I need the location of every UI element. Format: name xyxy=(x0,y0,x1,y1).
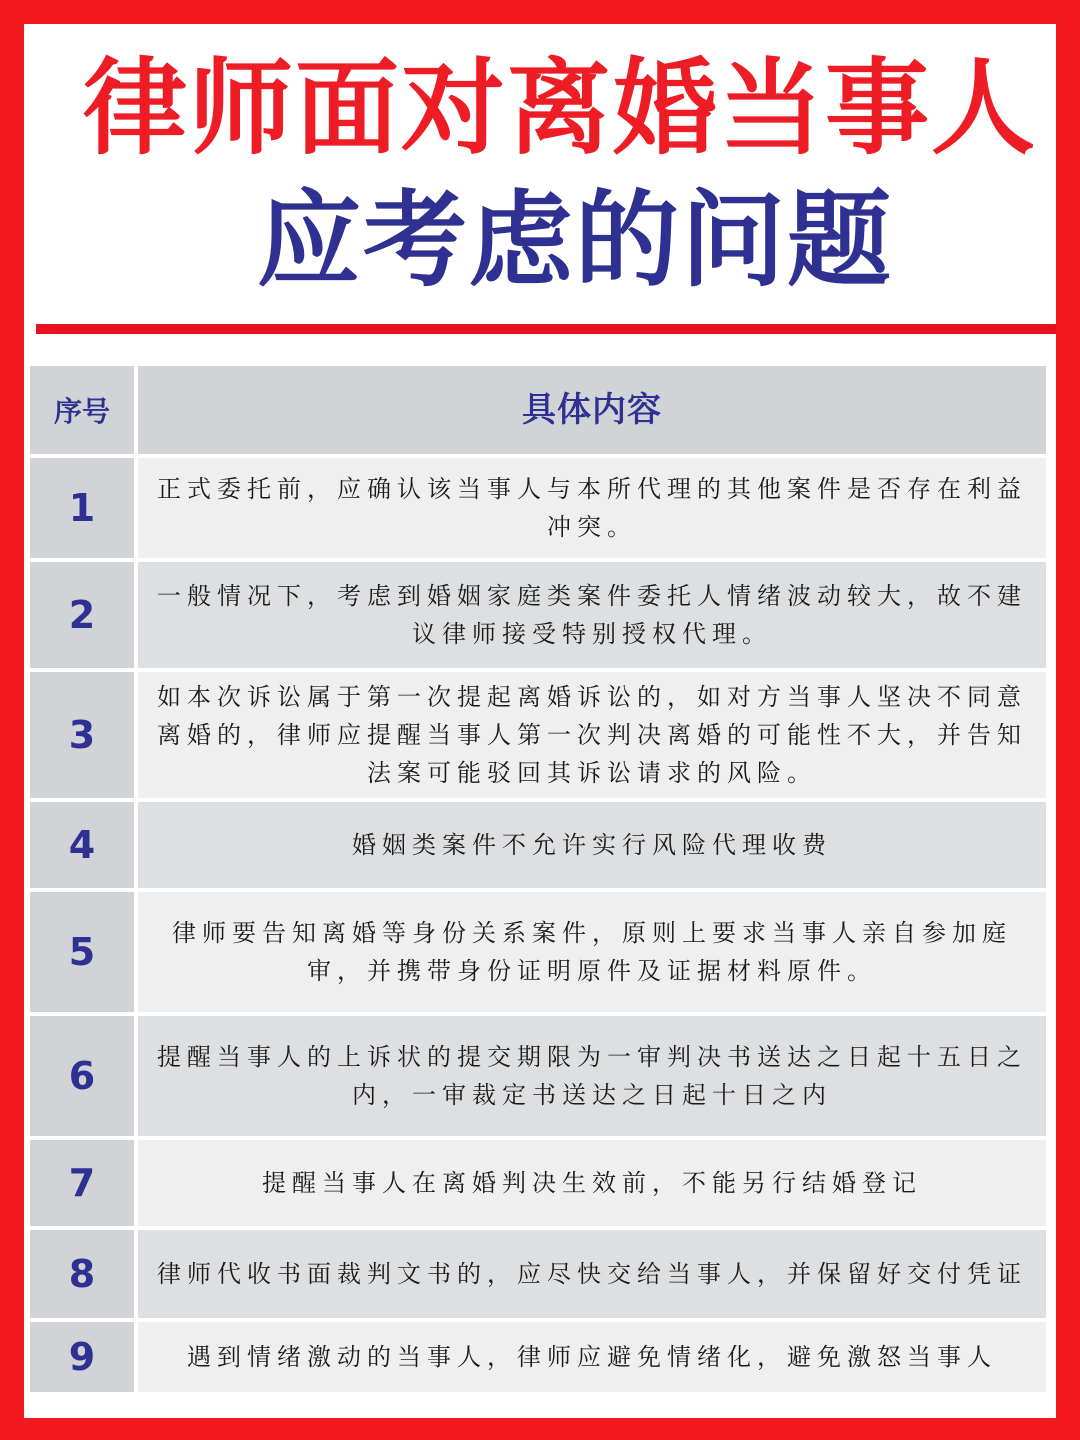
table-row xyxy=(30,1230,1046,1318)
title-line-2: 应考虑的问题 xyxy=(256,179,893,301)
table-row xyxy=(30,1322,1046,1392)
row-text: 一般情况下，考虑到婚姻家庭类案件委托人情绪波动较大，故不建议律师接受特别授权代理。 xyxy=(138,562,1046,668)
table-row xyxy=(30,802,1046,888)
title-line-1: 律师面对离婚当事人 xyxy=(82,47,1037,169)
row-text: 遇到情绪激动的当事人，律师应避免情绪化，避免激怒当事人 xyxy=(138,1322,1046,1392)
table-row xyxy=(30,672,1046,798)
row-index: 8 xyxy=(30,1230,134,1318)
row-text: 正式委托前，应确认该当事人与本所代理的其他案件是否存在利益冲突。 xyxy=(138,458,1046,558)
issues-table xyxy=(30,366,1046,1396)
title-divider xyxy=(36,324,1056,334)
table-header xyxy=(30,366,1046,454)
row-text: 律师代收书面裁判文书的，应尽快交给当事人，并保留好交付凭证 xyxy=(138,1230,1046,1318)
row-index: 3 xyxy=(30,672,134,798)
row-text: 律师要告知离婚等身份关系案件，原则上要求当事人亲自参加庭审，并携带身份证明原件及证据材料原件。 xyxy=(138,892,1046,1012)
header-index: 序号 xyxy=(30,366,134,454)
row-index: 7 xyxy=(30,1140,134,1226)
table-row xyxy=(30,458,1046,558)
row-index: 6 xyxy=(30,1016,134,1136)
row-text: 婚姻类案件不允许实行风险代理收费 xyxy=(138,802,1046,888)
row-text: 如本次诉讼属于第一次提起离婚诉讼的，如对方当事人坚决不同意离婚的，律师应提醒当事人第一次判决离婚的可能性不大，并告知法案可能驳回其诉讼请求的风险。 xyxy=(138,672,1046,798)
header-content: 具体内容 xyxy=(138,366,1046,454)
row-index: 5 xyxy=(30,892,134,1012)
table-row xyxy=(30,1016,1046,1136)
row-text: 提醒当事人的上诉状的提交期限为一审判决书送达之日起十五日之内，一审裁定书送达之日起十日之内 xyxy=(138,1016,1046,1136)
table-row xyxy=(30,562,1046,668)
row-index: 1 xyxy=(30,458,134,558)
row-index: 9 xyxy=(30,1322,134,1392)
row-text: 提醒当事人在离婚判决生效前，不能另行结婚登记 xyxy=(138,1140,1046,1226)
row-index: 4 xyxy=(30,802,134,888)
table-row xyxy=(30,1140,1046,1226)
table-row xyxy=(30,892,1046,1012)
row-index: 2 xyxy=(30,562,134,668)
